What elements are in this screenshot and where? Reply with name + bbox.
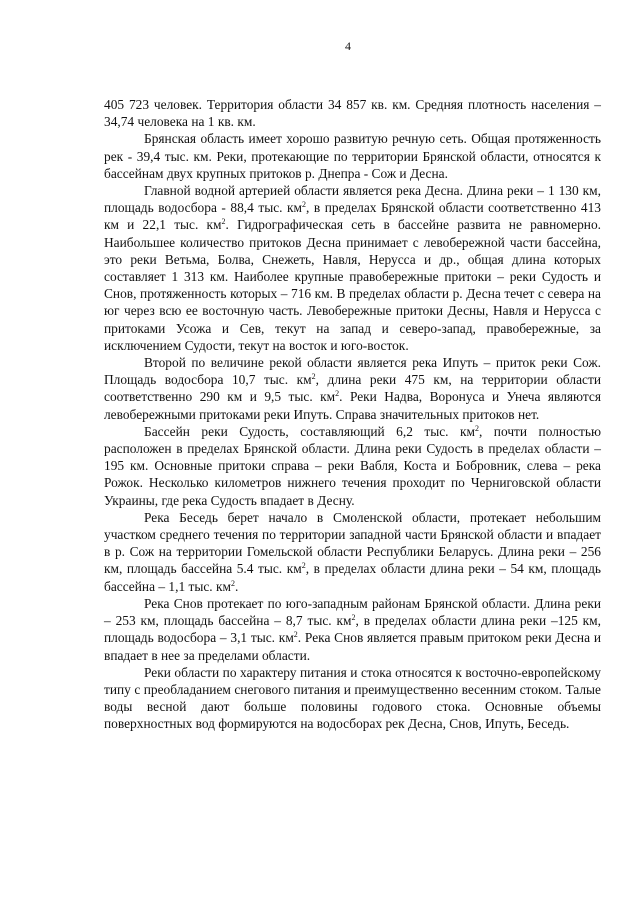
paragraph-text: . Река Снов является правым притоком реки Десна и впадает в нее за пределами области. <box>104 630 601 663</box>
paragraph-text: 405 723 человек. Территория области 34 857 кв. км. Средняя плотность населения – 34,74 человека на 1 кв. км. <box>104 97 601 130</box>
paragraph-text: , длина реки 475 км, на территории области соответственно 290 км и 9,5 тыс. км <box>104 372 601 405</box>
paragraph-text: Главной водной артерией области является река Десна. Длина реки – 1 130 км, площадь водосбора - 88,4 тыс. км <box>104 183 601 216</box>
paragraph-text: Второй по величине рекой области является река Ипуть – приток реки Сож. Площадь водосбора 10,7 тыс. км <box>104 355 601 388</box>
paragraph-text: , в пределах области длина реки –125 км, площадь водосбора – 3,1 тыс. км <box>104 613 602 646</box>
paragraph <box>104 664 601 733</box>
paragraph-text: Река Беседь берет начало в Смоленской области, протекает небольшим участком среднего течения по территории западной части Брянской области и впадает в р. Сож на территории Гомельской области Республики Беларусь. Длина реки – 256 км, площадь бассейна 5.4 тыс. км <box>104 509 601 577</box>
superscript: 2 <box>311 372 316 382</box>
paragraph-text: Реки области по характеру питания и стока относятся к восточно-европейскому типу с преобладанием снегового питания и преимущественно весенним стоком. Талые воды весной дают больше половины годового стока. Основные объемы поверхностных вод формируются на водосборах рек Десна, Снов, Ипуть, Беседь. <box>104 664 601 732</box>
paragraph-text: , почти полностью расположен в пределах Брянской области. Длина реки Судость в пределах области – 195 км. Основные притоки справа – реки Вабля, Коста и Бобровник, слева – река Рожок. Несколько километров нижнего течения проходит по Черниговской области Украины, где река Судость впадает в Десну. <box>104 423 602 508</box>
paragraph <box>104 130 601 182</box>
paragraph-text: Река Снов протекает по юго-западным районам Брянской области. Длина реки – 253 км, площадь бассейна – 8,7 тыс. км <box>104 595 601 629</box>
paragraph-text: . Гидрографическая сеть в бассейне развита не равномерно. Наибольшее количество притоков Десна принимает с левобережной части бассейна, это реки Ветьма, Болва, Снежеть, Навля, Нерусса и др., общая длина которых составляет 1 313 км. Наиболее крупные правобережные притоки – реки Судость и Снов, протяженность которых – 716 км. В пределах области р. Десна течет с севера на юг через всю ее восточную часть. Левобережные притоки Десны, Навля и Нерусса с притоками Усожа и Сев, текут на запад и северо-запад, правобережные, за исключением Судости, текут на восток и юго-восток. <box>104 217 601 353</box>
paragraph <box>104 509 601 595</box>
paragraph <box>104 96 601 130</box>
paragraph-text: , в пределах области длина реки – 54 км, площадь бассейна – 1,1 тыс. км <box>104 561 601 594</box>
superscript: 2 <box>335 389 340 399</box>
paragraph-text: Брянская область имеет хорошо развитую речную сеть. Общая протяженность рек - 39,4 тыс. км. Реки, протекающие по территории Брянской области, относятся к бассейнам двух крупных притоков р. Днепра - Сож и Десна. <box>104 131 601 181</box>
paragraph <box>104 423 601 509</box>
paragraph <box>104 595 601 664</box>
superscript: 2 <box>221 217 226 227</box>
page-number: 4 <box>345 39 351 53</box>
paragraph <box>104 354 601 423</box>
document-body <box>104 96 601 733</box>
superscript: 2 <box>351 613 356 623</box>
paragraph <box>104 182 601 354</box>
paragraph-text: Бассейн реки Судость, составляющий 6,2 тыс. км <box>144 423 475 439</box>
superscript: 2 <box>293 630 298 640</box>
superscript: 2 <box>302 200 307 210</box>
superscript: 2 <box>230 578 235 588</box>
superscript: 2 <box>301 561 306 571</box>
superscript: 2 <box>474 423 479 433</box>
paragraph-text: . <box>234 578 239 594</box>
paragraph-text: , в пределах Брянской области соответственно 413 км и 22,1 тыс. км <box>104 200 602 233</box>
paragraph-text: . Реки Надва, Воронуса и Унеча являются левобережными притоками реки Ипуть. Справа значительных притоков нет. <box>104 389 601 422</box>
